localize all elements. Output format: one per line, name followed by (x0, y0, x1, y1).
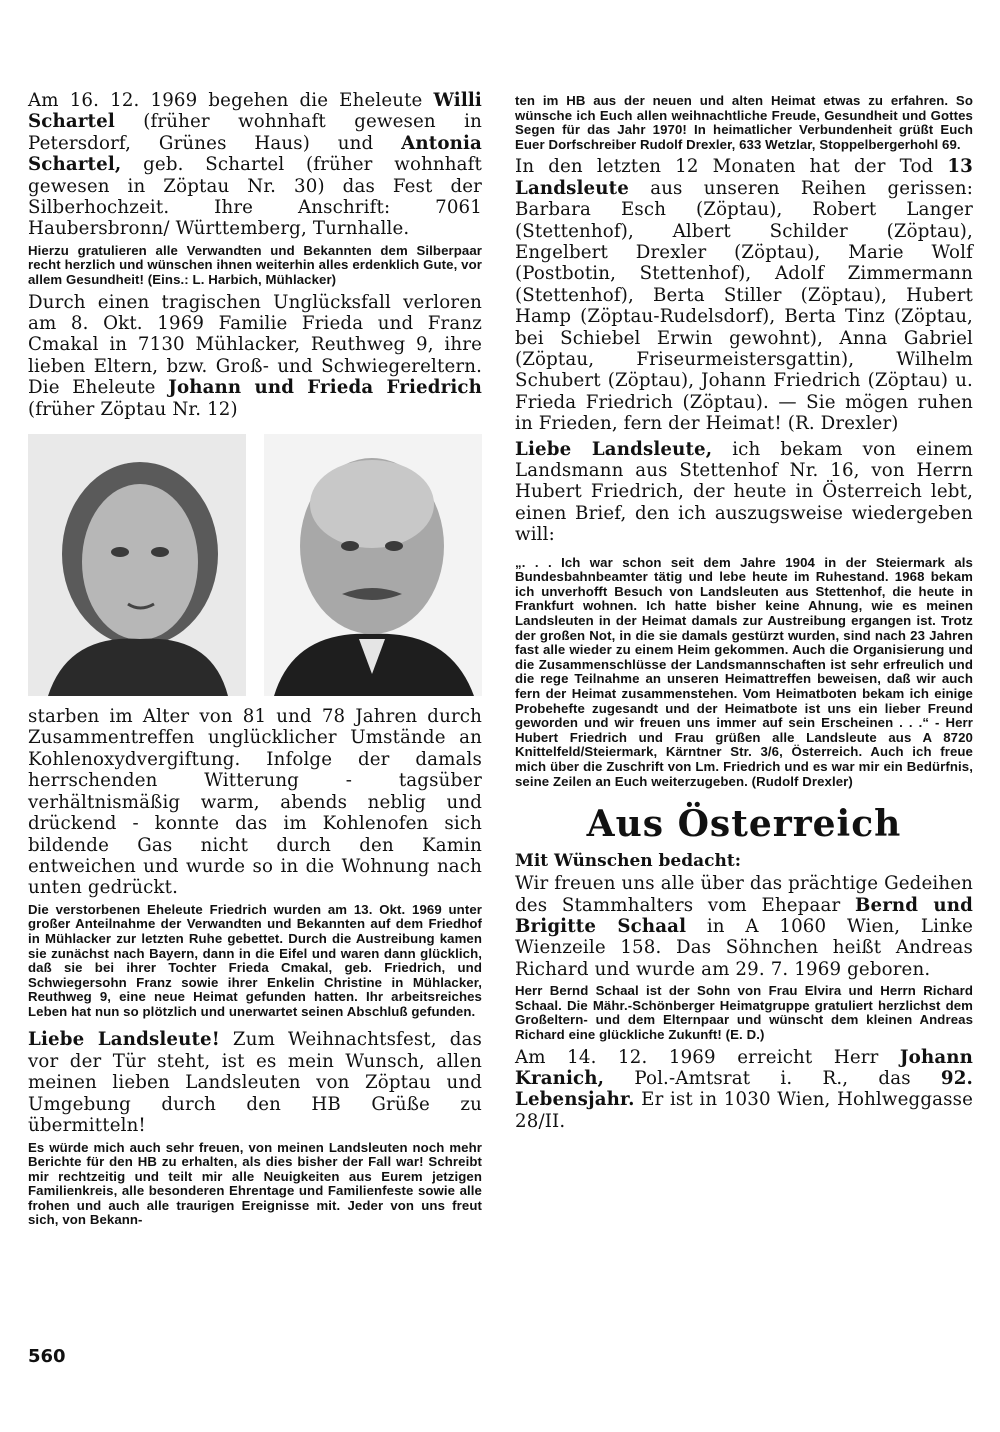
page-number: 560 (28, 1346, 66, 1367)
christmas-greeting: Liebe Landsleute! Zum Weihnachtsfest, das vor der Tür steht, ist es mein Wunsch, allen meinen lieben Landsleuten von Zöptau und Umgebung durch den HB Grüße zu übermitteln! (28, 1029, 482, 1137)
left-column (28, 90, 482, 1228)
birth-notice: Wir freuen uns alle über das prächtige Gedeihen des Stammhalters vom Ehepaar Bernd und Brigitte Schaal in A 1060 Wien, Linke Wienzeile 158. Das Söhnchen heißt Andreas Richard und wurde am 29. 7. 1969 geboren. (515, 873, 974, 980)
death-cause-paragraph: starben im Alter von 81 und 78 Jahren durch Zusammentreffen unglücklicher Umstände an Kohlenoxydvergiftung. Infolge der damals herrschenden Witterung - tagsüber verhältnismäßig warm, abends neblig und drückend - konnte das im Kohlenofen sich bildende Gas nicht durch den Kamin entweichen und wurde so in die Wohnung nach unten gedrückt. (28, 706, 482, 899)
photo-man (264, 434, 482, 696)
greeting-continuation: ten im HB aus der neuen und alten Heimat etwas zu erfahren. So wünsche ich Euch allen weihnachtliche Freude, Gesundheit und Gottes Segen für das Jahr 1970! In heimatlicher Verbundenheit grüßt Euch Euer Dorfschreiber Rudolf Drexler, 633 Wetzlar, Stoppelbergerhohl 69. (515, 93, 973, 152)
letter-intro: Liebe Landsleute, ich bekam von einem Landsmann aus Stettenhof Nr. 16, von Herrn Hubert Friedrich, der heute in Österreich lebt, einen Brief, den ich auszugsweise wiedergeben will: (515, 438, 973, 546)
birth-congratulation: Herr Bernd Schaal ist der Sohn von Frau Elvira und Herrn Richard Schaal. Die Mähr.-Schönberger Heimatgruppe gratuliert herzlichst dem Großeltern- und dem Elternpaar und wünscht dem kleinen Andreas Richard eine glückliche Zukunft! (E. D.) (515, 983, 973, 1042)
section-title: Aus Österreich (586, 803, 902, 846)
birthday-notice: Am 14. 12. 1969 erreicht Herr Johann Kranich, Pol.-Amtsrat i. R., das 92. Lebensjahr. Er ist in 1030 Wien, Hohlweggasse 28/II. (515, 1046, 973, 1132)
portrait-photos (28, 434, 482, 696)
right-column (515, 94, 973, 1132)
photo-woman (28, 434, 246, 696)
accident-notice: Durch einen tragischen Unglücksfall verloren am 8. Okt. 1969 Familie Frieda und Franz Cmakal in 7130 Mühlacker, Reuthweg 9, ihre lieben Eltern, bzw. Groß- und Schwiegereltern. Die Eheleute Johann und Frieda Friedrich (früher Zöptau Nr. 12) (28, 291, 482, 420)
letter-excerpt: „. . . Ich war schon seit dem Jahre 1904 in der Steiermark als Bundesbahnbeamter tätig und lebe heute im Ruhestand. 1968 bekam ich unverhofft Besuch von Landsleuten aus Stettenhof, die heute in Frankfurt wohnen. Ich hatte bisher keine Ahnung, wie es meinen Landsleuten in der Heimat damals zur Austreibung ergangen ist. Trotz der großen Not, in die sie damals gestürzt wurden, sind nach 23 Jahren fast alle wieder zu einem Heim gekommen. Auch die Organisierung und die Zusammenschlüsse der Landsmannschaften ist sehr erfreulich und die rege Teilnahme an unseren Heimattreffen beweisen, daß wir auch fern der Heimat zusammenstehen. Vom Heimatboten bekam ich einige Probehefte zugesandt und der Heimatbote ist uns ein lieber Freund geworden und wir freuen uns immer auf sein Erscheinen . . .“ - Herr Hubert Friedrich und Frau grüßen alle Landsleute aus A 8720 Knittelfeld/Steiermark, Kärntner Str. 3/6, Österreich. Auch ich freue mich über die Zuschrift von Lm. Friedrich und es war mir ein Bedürfnis, seine Zeilen an Euch weiterzugeben. (Rudolf Drexler) (515, 554, 973, 789)
section-subhead: Mit Wünschen bedacht: (515, 851, 741, 872)
request-for-reports: Es würde mich auch sehr freuen, von meinen Landsleuten noch mehr Berichte für den HB zu erhalten, als dies bisher der Fall war! Schreibt mir rechtzeitig und teilt mir alle Neuigkeiten aus Eurem jetzigen Familienkreis, alle besonderen Ehrentage und Familienfeste sowie alle frohen und auch alle traurigen Ereignisse mit. Jeder von uns freut sich, von Bekann- (28, 1139, 482, 1228)
congratulation-note: Hierzu gratulieren alle Verwandten und Bekannten dem Silberpaar recht herzlich und wünschen ihnen weiterhin alles erdenklich Gute, vor allem Gesundheit! (Eins.: L. Harbich, Mühlacker) (28, 242, 482, 288)
funeral-paragraph: Die verstorbenen Eheleute Friedrich wurden am 13. Okt. 1969 unter großer Anteilnahme der Verwandten und Bekannten auf dem Friedhof in Mühlacker zur letzten Ruhe gebettet. Durch die Austreibung kamen sie zunächst nach Bayern, dann in die Eifel und waren dann glücklich, daß sie bei ihrer Tochter Frieda Cmakal, geb. Friedrich, und Schwiegersohn Franz sowie ihrer Enkelin Christine in Mühlacker, Reuthweg 9, eine neue Heimat gefunden hatten. Ihr arbeitsreiches Leben hat nun so plötzlich und unerwartet seinen Abschluß gefunden. (28, 901, 482, 1019)
silver-wedding-notice: Am 16. 12. 1969 begehen die Eheleute Willi Schartel (früher wohnhaft gewesen in Petersdorf, Grünes Haus) und Antonia Schartel, geb. Schartel (früher wohnhaft gewesen in Zöptau Nr. 30) das Fest der Silberhochzeit. Ihre Anschrift: 7061 Haubersbronn/ Württemberg, Turnhalle. (28, 90, 482, 240)
obituary-list: In den letzten 12 Monaten hat der Tod 13 Landsleute aus unseren Reihen gerissen: Barbara Esch (Zöptau), Robert Langer (Stettenhof), Albert Schilder (Zöptau), Engelbert Drexler (Zöptau), Marie Wolf (Postbotin, Stettenhof), Adolf Zimmermann (Stettenhof), Berta Stiller (Zöptau), Hubert Hamp (Zöptau-Rudelsdorf), Berta Tinz (Zöptau, bei Schiebel Erwin gewohnt), Anna Gabriel (Zöptau, Friseurmeistersgattin), Wilhelm Schubert (Zöptau), Johann Friedrich (Zöptau) u. Frieda Friedrich (Zöptau). — Sie mögen ruhen in Frieden, fern der Heimat! (R. Drexler) (515, 156, 973, 435)
